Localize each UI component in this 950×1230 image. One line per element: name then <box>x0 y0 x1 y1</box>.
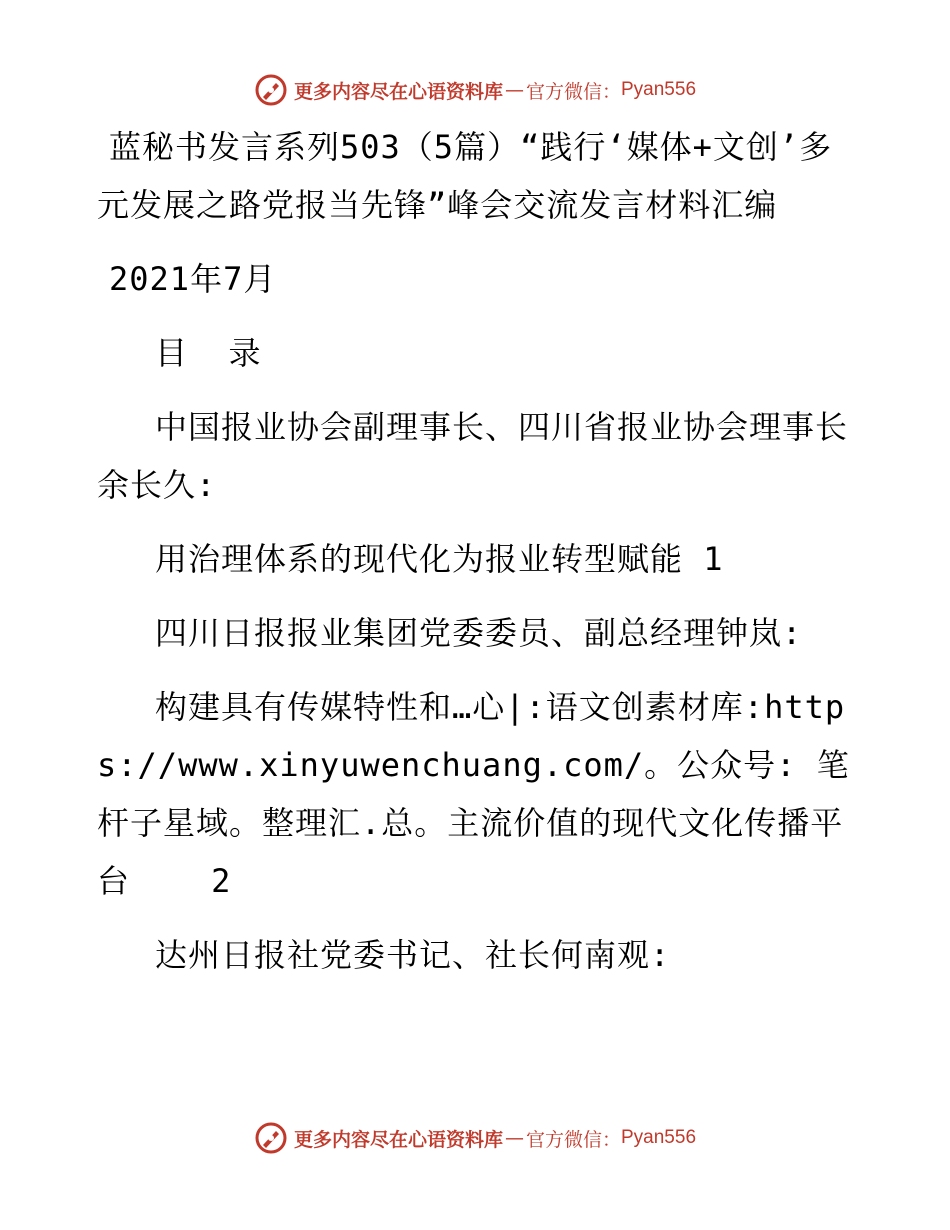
watermark-sub-text: 官方微信： <box>525 80 621 103</box>
document-body <box>97 118 857 984</box>
watermark-id: Pyan556 <box>621 1127 697 1148</box>
toc-entry: 中国报业协会副理事长、四川省报业协会理事长余长久: <box>97 408 849 504</box>
watermark-id: Pyan556 <box>621 79 697 100</box>
pen-circle-icon <box>254 1121 288 1155</box>
header-watermark <box>0 70 950 110</box>
toc-heading: 目 录 <box>155 334 262 372</box>
toc-entry: 达州日报社党委书记、社长何南观: <box>155 936 671 974</box>
watermark-dash: — <box>504 79 524 101</box>
watermark-main-text: 更多内容尽在心语资料库 <box>293 80 503 103</box>
watermark-dash: — <box>504 1127 524 1149</box>
toc-entry: 四川日报报业集团党委委员、副总经理钟岚: <box>155 614 803 652</box>
document-date: 2021年7月 <box>109 260 277 298</box>
footer-watermark <box>0 1118 950 1158</box>
document-title: 蓝秘书发言系列503（5篇）“践行‘媒体+文创’多元发展之路党报当先锋”峰会交流发言材料汇编 <box>97 128 833 224</box>
watermark-sub-text: 官方微信： <box>525 1128 621 1151</box>
pen-circle-icon <box>254 73 288 107</box>
toc-entry: 构建具有传媒特性和…心|:语文创素材库:https://www.xinyuwenchuang.com/。公众号: 笔杆子星域。整理汇.总。主流价值的现代文化传播平台 2 <box>97 688 850 900</box>
watermark-main-text: 更多内容尽在心语资料库 <box>293 1128 503 1151</box>
toc-entry: 用治理体系的现代化为报业转型赋能 1 <box>155 540 724 578</box>
